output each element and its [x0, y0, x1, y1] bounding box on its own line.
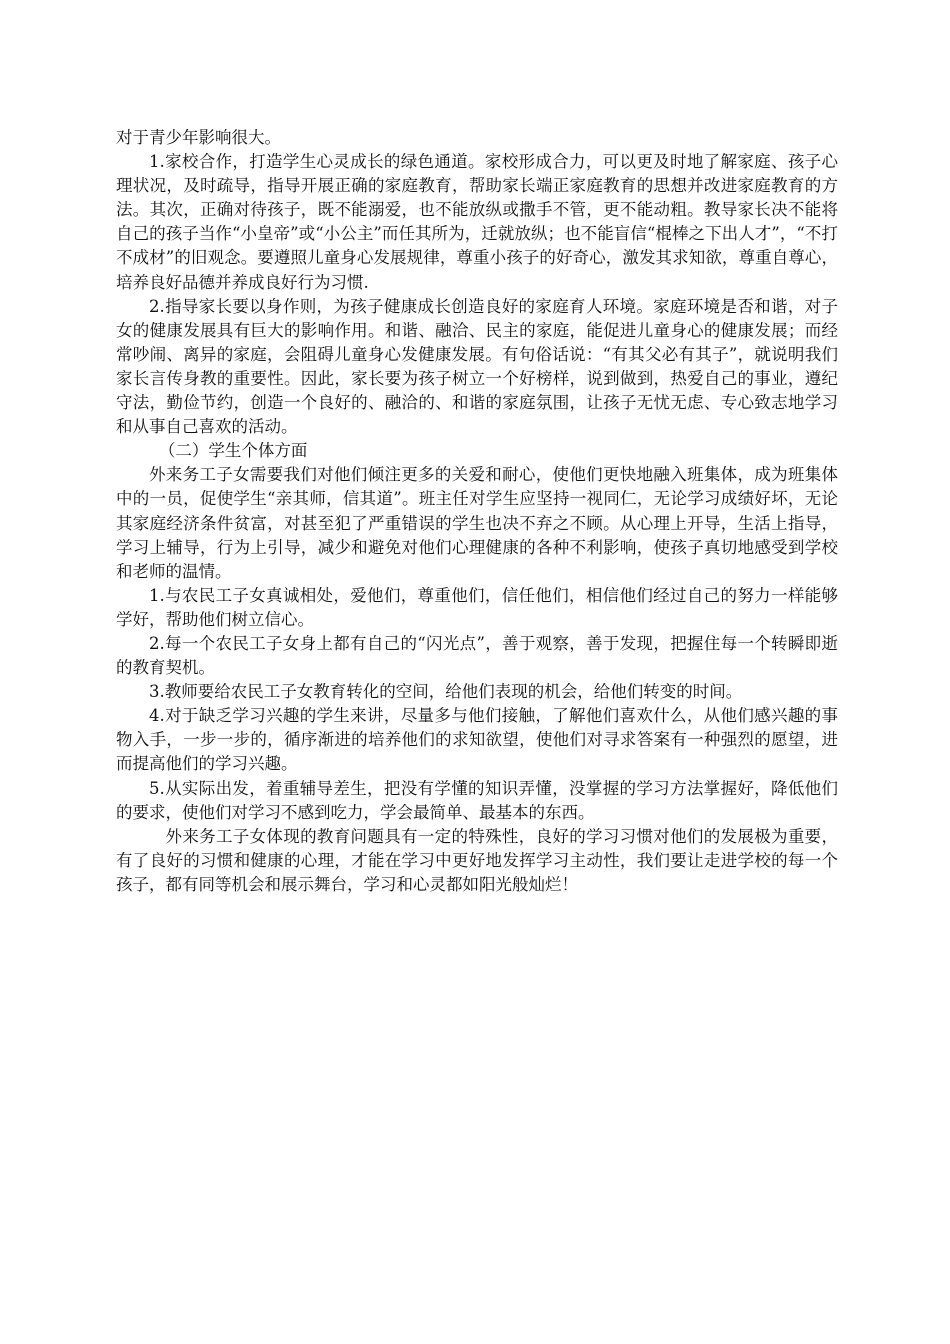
- document-page: [116, 126, 838, 897]
- section-heading-student-individual: （二）学生个体方面: [158, 441, 308, 461]
- paragraph-continuation: 对于青少年影响很大。: [116, 128, 281, 147]
- paragraph-item-1-sincere: 1.与农民工子女真诚相处，爱他们，尊重他们，信任他们，相信他们经过自己的努力一样能够学好，帮助他们树立信心。: [116, 585, 838, 629]
- paragraph-home-school-cooperation: 1.家校合作，打造学生心灵成长的绿色通道。家校形成合力，可以更及时地了解家庭、孩子心理状况，及时疏导，指导开展正确的家庭教育，帮助家长端正家庭教育的思想并改进家庭教育的方法。其次，正确对待孩子，既不能溺爱，也不能放纵或撒手不管，更不能动粗。教导家长决不能将自己的孩子当作“小皇帝”或“小公主”而任其所为，迁就放纵；也不能盲信“棍棒之下出人才”，“不打不成材”的旧观念。要遵照儿童身心发展规律，尊重小孩子的好奇心，激发其求知欲，尊重自尊心，培养良好品德并养成良好行为习惯.: [116, 152, 838, 292]
- paragraph-item-5-practical: 5.从实际出发，着重辅导差生，把没有学懂的知识弄懂，没掌握的学习方法掌握好，降低他们的要求，使他们对学习不感到吃力，学会最简单、最基本的东西。: [116, 778, 838, 822]
- paragraph-item-4-interest: 4.对于缺乏学习兴趣的学生来讲，尽量多与他们接触，了解他们喜欢什么，从他们感兴趣的事物入手，一步一步的，循序渐进的培养他们的求知欲望，使他们对寻求答案有一种强烈的愿望，进而提高他们的学习兴趣。: [116, 706, 838, 774]
- paragraph-item-3-space: 3.教师要给农民工子女教育转化的空间，给他们表现的机会，给他们转变的时间。: [149, 682, 743, 702]
- paragraph-item-2-bright-spots: 2.每一个农民工子女身上都有自己的“闪光点”，善于观察，善于发现，把握住每一个转瞬即逝的教育契机。: [116, 633, 838, 678]
- paragraph-care-and-patience: 外来务工子女需要我们对他们倾注更多的关爱和耐心，使他们更快地融入班集体，成为班集体中的一员，促使学生“亲其师，信其道”。班主任对学生应坚持一视同仁，无论学习成绩好坏，无论其家庭经济条件贫富，对甚至犯了严重错误的学生也决不弃之不顾。从心理上开导，生活上指导，学习上辅导，行为上引导，减少和避免对他们心理健康的各种不利影响，使孩子真切地感受到学校和老师的温情。: [116, 465, 838, 581]
- paragraph-parents-lead-by-example: 2.指导家长要以身作则，为孩子健康成长创造良好的家庭育人环境。家庭环境是否和谐，对子女的健康发展具有巨大的影响作用。和谐、融洽、民主的家庭，能促进儿童身心的健康发展；而经常吵闹、离异的家庭，会阻碍儿童身心发健康发展。有句俗话说：“有其父必有其子”，就说明我们家长言传身教的重要性。因此，家长要为孩子树立一个好榜样，说到做到，热爱自己的事业，遵纪守法，勤俭节约，创造一个良好的、融洽的、和谐的家庭氛围，让孩子无忧无虑、专心致志地学习和从事自己喜欢的活动。: [116, 296, 838, 437]
- paragraph-conclusion: 外来务工子女体现的教育问题具有一定的特殊性，良好的学习习惯对他们的发展极为重要，有了良好的习惯和健康的心理，才能在学习中更好地发挥学习主动性，我们要让走进学校的每一个孩子，都有同等机会和展示舞台，学习和心灵都如阳光般灿烂！: [116, 826, 838, 894]
